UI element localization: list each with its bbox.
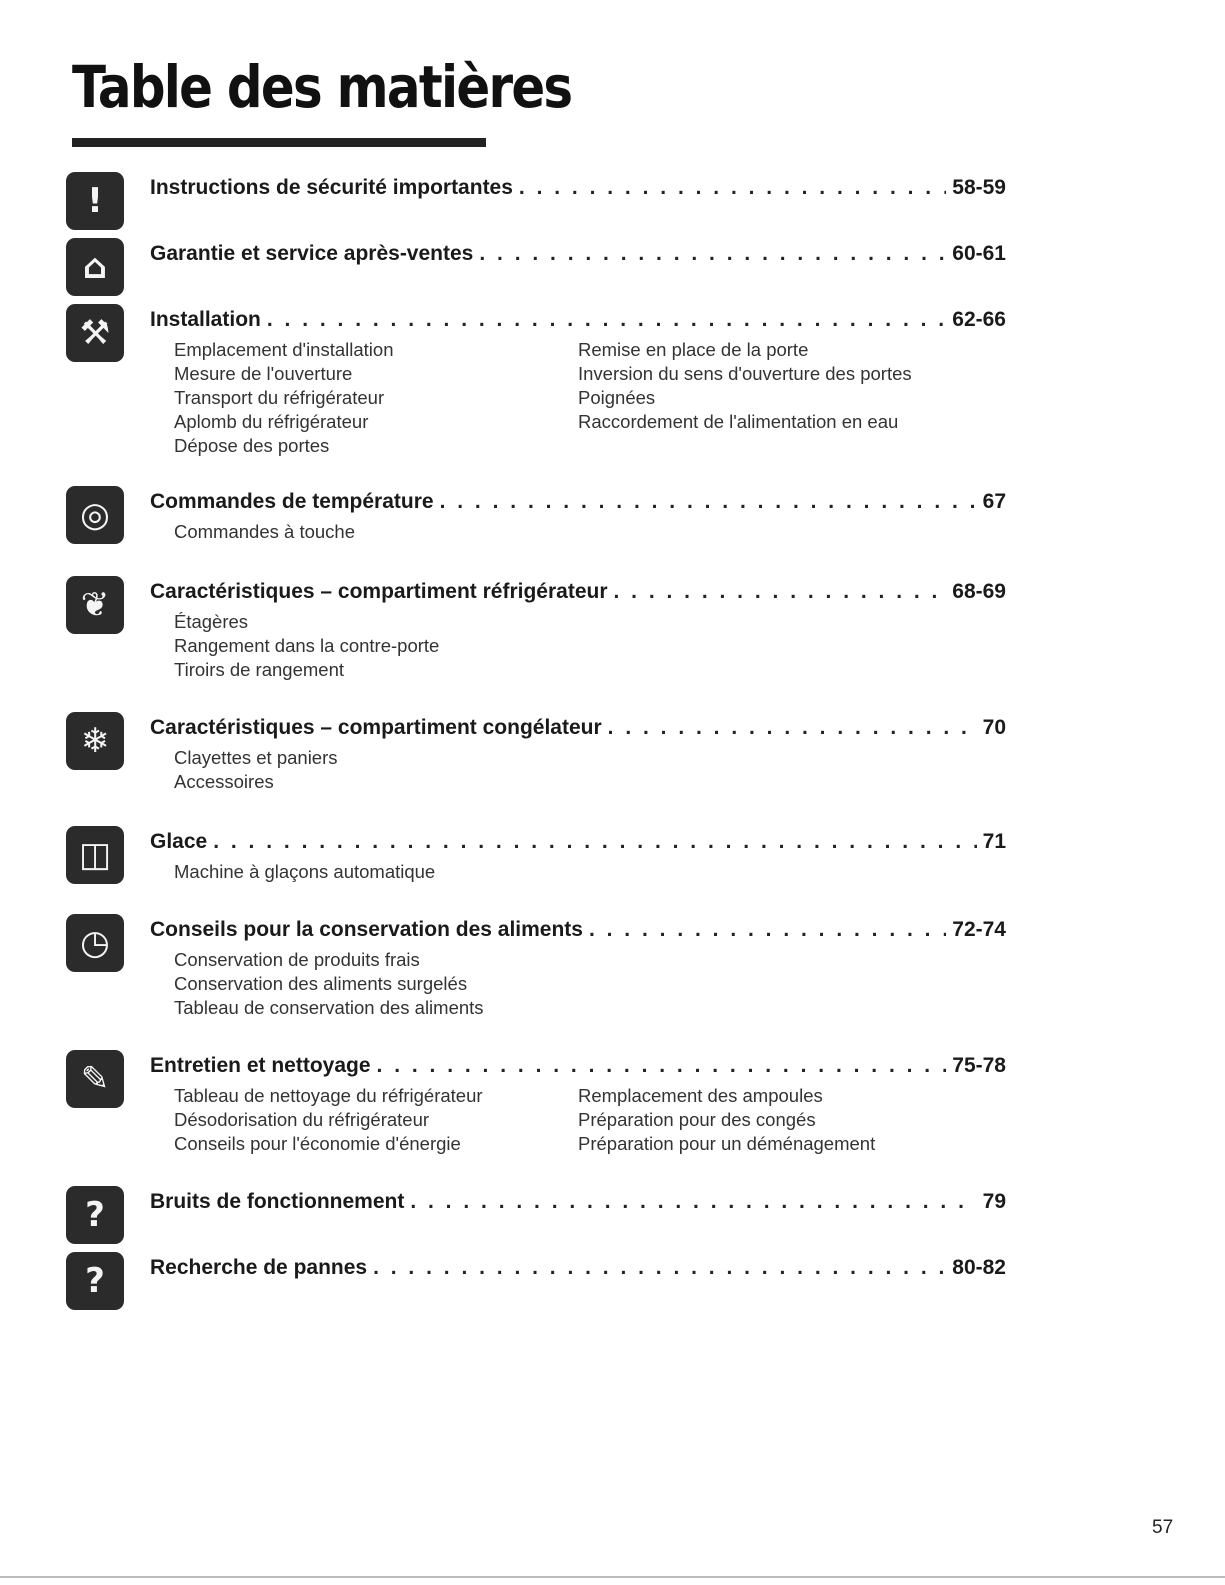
toc-entry-pages: 67 (982, 490, 1006, 513)
subentries-left-column (174, 860, 435, 884)
subentries-left-column (174, 948, 484, 1020)
produce-icon: ❦ (66, 576, 124, 634)
toc-entry[interactable] (150, 1190, 1006, 1218)
toc-entry-pages: 79 (982, 1190, 1006, 1213)
clock-icon: ◷ (66, 914, 124, 972)
dot-leader (373, 1256, 946, 1280)
toc-entry-pages: 71 (982, 830, 1006, 853)
toc-entry[interactable] (150, 918, 1006, 946)
toc-entry-pages: 60-61 (952, 242, 1006, 265)
toc-subentry[interactable]: Emplacement d'installation (174, 339, 394, 360)
toc-subentry[interactable]: Mesure de l'ouverture (174, 363, 353, 384)
dot-leader (377, 1054, 947, 1078)
toc-entry-title: Garantie et service après-ventes (150, 242, 474, 265)
subentries-right-column (578, 338, 912, 434)
footer-divider (0, 1576, 1225, 1578)
question-icon: ? (66, 1252, 124, 1310)
toc-entry[interactable] (150, 1054, 1006, 1082)
toc-subentry[interactable]: Conservation de produits frais (174, 949, 420, 970)
toc-subentry[interactable]: Transport du réfrigérateur (174, 387, 385, 408)
toc-entry-title: Entretien et nettoyage (150, 1054, 371, 1077)
toc-subentry[interactable]: Commandes à touche (174, 521, 355, 542)
toc-entry-pages: 80-82 (952, 1256, 1006, 1279)
toc-entry-pages: 75-78 (952, 1054, 1006, 1077)
cleaning-icon: ✎ (66, 1050, 124, 1108)
toc-entry-pages: 58-59 (952, 176, 1006, 199)
toc-subentry[interactable]: Étagères (174, 611, 249, 632)
toc-subentry[interactable]: Clayettes et paniers (174, 747, 338, 768)
toc-entry-pages: 70 (982, 716, 1006, 739)
dot-leader (267, 308, 946, 332)
sound-icon: ? (66, 1186, 124, 1244)
toc-entry[interactable] (150, 1256, 1006, 1284)
toolbox-icon: ⌂ (66, 238, 124, 296)
toc-subentry[interactable]: Tableau de conservation des aliments (174, 997, 484, 1018)
toc-entry-title: Conseils pour la conservation des aliments (150, 918, 583, 941)
toc-entry-title: Installation (150, 308, 261, 331)
toc-subentry[interactable]: Préparation pour un déménagement (578, 1133, 876, 1154)
toc-entry-pages: 68-69 (952, 580, 1006, 603)
ice-cube-icon: ◫ (66, 826, 124, 884)
toc-entry-pages: 62-66 (952, 308, 1006, 331)
toc-subentry[interactable]: Remise en place de la porte (578, 339, 809, 360)
page-title: Table des matières (72, 53, 572, 121)
toc-subentry[interactable]: Accessoires (174, 771, 274, 792)
toc-entry-title: Glace (150, 830, 208, 853)
toc-entry-title: Instructions de sécurité importantes (150, 176, 513, 199)
subentries-left-column (174, 610, 439, 682)
toc-subentry[interactable]: Tiroirs de rangement (174, 659, 344, 680)
toc-subentry[interactable]: Raccordement de l'alimentation en eau (578, 411, 899, 432)
subentries-right-column (578, 1084, 875, 1156)
toc-subentry[interactable]: Machine à glaçons automatique (174, 861, 436, 882)
toc-subentry[interactable]: Aplomb du réfrigérateur (174, 411, 369, 432)
toc-subentry[interactable]: Conservation des aliments surgelés (174, 973, 468, 994)
toc-subentry[interactable]: Poignées (578, 387, 656, 408)
title-underline (72, 138, 486, 147)
page-number: 57 (1152, 1517, 1174, 1538)
dot-leader (614, 580, 947, 604)
toc-entry-title: Commandes de température (150, 490, 434, 513)
toc-entry-title: Bruits de fonctionnement (150, 1190, 405, 1213)
toc-entry-pages: 72-74 (952, 918, 1006, 941)
dot-leader (589, 918, 946, 942)
subentries-left-column (174, 746, 338, 794)
subentries-left-column (174, 338, 393, 458)
subentries-left-column (174, 520, 355, 544)
dot-leader (410, 1190, 976, 1214)
toc-subentry[interactable]: Désodorisation du réfrigérateur (174, 1109, 430, 1130)
dot-leader (519, 176, 946, 200)
toc-subentry[interactable]: Dépose des portes (174, 435, 330, 456)
dot-leader (440, 490, 977, 514)
toc-subentry[interactable]: Rangement dans la contre-porte (174, 635, 440, 656)
toc-entry[interactable] (150, 308, 1006, 336)
dot-leader (479, 242, 946, 266)
toc-entry[interactable] (150, 716, 1006, 744)
toc-subentry[interactable]: Conseils pour l'économie d'énergie (174, 1133, 461, 1154)
toc-entry[interactable] (150, 242, 1006, 270)
toc-subentry[interactable]: Tableau de nettoyage du réfrigérateur (174, 1085, 483, 1106)
subentries-left-column (174, 1084, 483, 1156)
toc-entry-title: Caractéristiques – compartiment réfrigérateur (150, 580, 608, 603)
toc-entry[interactable] (150, 830, 1006, 858)
freezer-icon: ❄ (66, 712, 124, 770)
toc-entry-title: Recherche de pannes (150, 1256, 368, 1279)
toc-subentry[interactable]: Remplacement des ampoules (578, 1085, 823, 1106)
toc-entry[interactable] (150, 176, 1006, 204)
toc-entry-title: Caractéristiques – compartiment congélateur (150, 716, 602, 739)
dial-icon: ◎ (66, 486, 124, 544)
warning-icon: ! (66, 172, 124, 230)
toc-entry[interactable] (150, 580, 1006, 608)
toc-subentry[interactable]: Inversion du sens d'ouverture des portes (578, 363, 912, 384)
toc-entry[interactable] (150, 490, 1006, 518)
dot-leader (213, 830, 976, 854)
dot-leader (608, 716, 977, 740)
hammer-icon: ⚒ (66, 304, 124, 362)
toc-subentry[interactable]: Préparation pour des congés (578, 1109, 816, 1130)
